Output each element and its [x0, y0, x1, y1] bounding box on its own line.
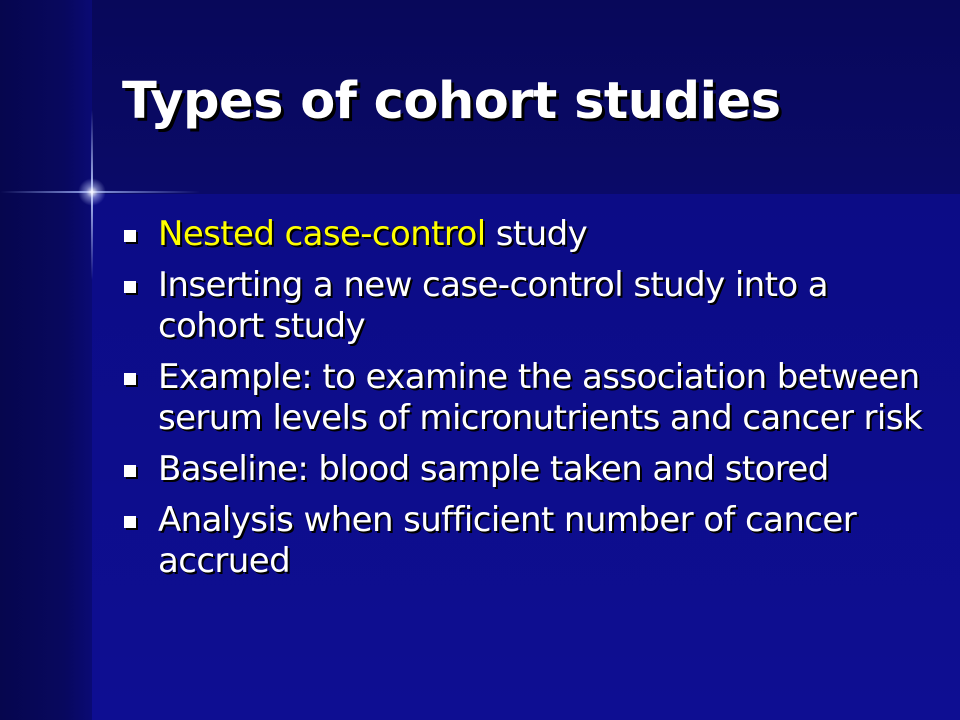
- bullet-text: Baseline: blood sample taken and stored: [158, 449, 829, 489]
- slide-title: Types of cohort studies: [122, 72, 781, 131]
- left-band-decoration: [0, 0, 92, 720]
- bullet-text: Analysis when sufficient number of cancer accrued: [158, 500, 857, 581]
- bullet-item: [122, 357, 937, 439]
- square-bullet-icon: [124, 373, 136, 385]
- bullet-highlight-text: Nested case-control: [158, 214, 486, 254]
- square-bullet-icon: [124, 281, 136, 293]
- bullet-item: [122, 265, 937, 347]
- bullet-text: Example: to examine the association between serum levels of micronutrients and cancer risk: [158, 357, 922, 438]
- bullet-item: [122, 500, 937, 582]
- bullet-text: study: [485, 214, 588, 254]
- square-bullet-icon: [124, 465, 136, 477]
- light-flare-glow: [78, 178, 106, 206]
- square-bullet-icon: [124, 230, 136, 242]
- bullet-item: [122, 449, 937, 490]
- bullet-item: [122, 214, 937, 255]
- square-bullet-icon: [124, 516, 136, 528]
- bullet-list: [122, 214, 937, 592]
- bullet-text: Inserting a new case-control study into a cohort study: [158, 265, 828, 346]
